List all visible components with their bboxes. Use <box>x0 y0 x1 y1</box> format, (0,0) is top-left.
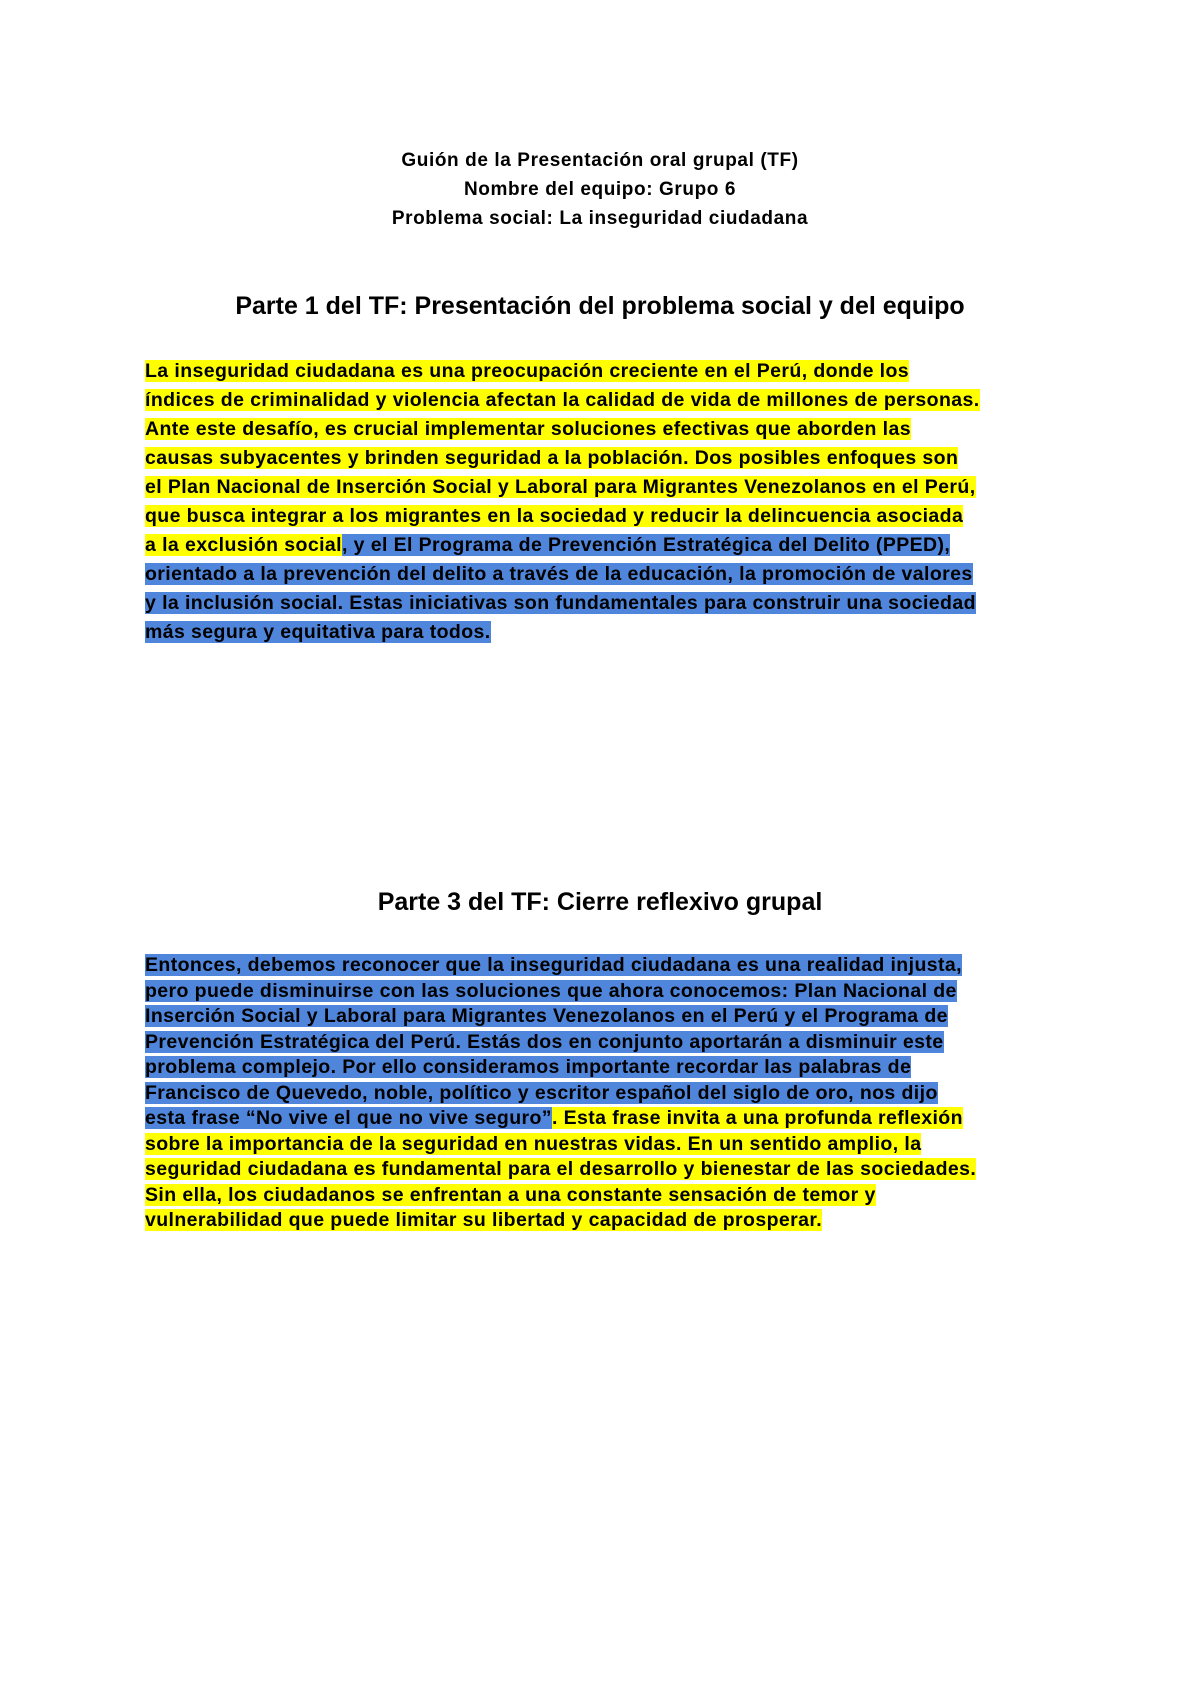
paragraph-line <box>145 386 1075 415</box>
paragraph-line <box>145 560 1075 589</box>
highlighted-text-yellow: . Esta frase invita a una profunda reflexión <box>551 1107 963 1129</box>
highlighted-text-blue: esta frase “No vive el que no vive seguro” <box>145 1107 552 1129</box>
highlighted-text-blue: pero puede disminuirse con las soluciones que ahora conocemos: Plan Nacional de <box>145 979 957 1002</box>
paragraph-line <box>145 953 1075 979</box>
highlighted-text-yellow: Sin ella, los ciudadanos se enfrentan a una constante sensación de temor y <box>145 1183 876 1206</box>
paragraph-line <box>145 1157 1075 1183</box>
highlighted-text-blue: más segura y equitativa para todos. <box>145 621 491 643</box>
part3-paragraph <box>145 953 1075 1234</box>
paragraph-line <box>145 589 1075 618</box>
paragraph-line <box>145 979 1075 1005</box>
paragraph-line <box>145 1055 1075 1081</box>
paragraph-line <box>145 444 1075 473</box>
paragraph-line <box>145 473 1075 502</box>
highlighted-text-blue: Prevención Estratégica del Perú. Estás dos en conjunto aportarán a disminuir este <box>145 1030 944 1053</box>
paragraph-line <box>145 1106 1075 1132</box>
highlighted-text-blue: problema complejo. Por ello consideramos importante recordar las palabras de <box>145 1056 912 1078</box>
highlighted-text-blue: , y el El Programa de Prevención Estratégica del Delito (PPED), <box>342 534 951 556</box>
header-social-problem: Problema social: La inseguridad ciudadana <box>391 208 809 229</box>
highlighted-text-blue: Francisco de Quevedo, noble, político y escritor español del siglo de oro, nos dijo <box>145 1081 938 1104</box>
paragraph-line <box>145 1208 1075 1234</box>
header-team-name: Nombre del equipo: Grupo 6 <box>463 179 737 200</box>
highlighted-text-yellow: La inseguridad ciudadana es una preocupación creciente en el Perú, donde los <box>145 360 910 382</box>
highlighted-text-yellow: a la exclusión social <box>145 534 342 556</box>
paragraph-line <box>145 1183 1075 1209</box>
paragraph-line <box>145 1081 1075 1107</box>
paragraph-line <box>145 415 1075 444</box>
paragraph-line <box>145 618 1075 647</box>
part1-title: Parte 1 del TF: Presentación del problema social y del equipo <box>235 292 965 320</box>
header-title: Guión de la Presentación oral grupal (TF) <box>401 150 799 171</box>
paragraph-line <box>145 1004 1075 1030</box>
highlighted-text-blue: y la inclusión social. Estas iniciativas son fundamentales para construir una sociedad <box>145 592 976 614</box>
highlighted-text-yellow: el Plan Nacional de Inserción Social y Laboral para Migrantes Venezolanos en el Perú, <box>145 476 976 498</box>
paragraph-line <box>145 357 1075 386</box>
part3-title: Parte 3 del TF: Cierre reflexivo grupal <box>377 888 823 916</box>
highlighted-text-blue: Entonces, debemos reconocer que la inseguridad ciudadana es una realidad injusta, <box>145 954 962 976</box>
paragraph-line <box>145 1132 1075 1158</box>
highlighted-text-yellow: causas subyacentes y brinden seguridad a la población. Dos posibles enfoques son <box>145 447 959 469</box>
highlighted-text-yellow: Ante este desafío, es crucial implementar soluciones efectivas que aborden las <box>145 418 911 440</box>
highlighted-text-yellow: sobre la importancia de la seguridad en nuestras vidas. En un sentido amplio, la <box>145 1132 922 1155</box>
highlighted-text-yellow: vulnerabilidad que puede limitar su libertad y capacidad de prosperar. <box>145 1209 823 1231</box>
highlighted-text-yellow: índices de criminalidad y violencia afectan la calidad de vida de millones de personas. <box>145 389 980 411</box>
paragraph-line <box>145 502 1075 531</box>
document-header <box>0 146 1200 233</box>
highlighted-text-blue: Inserción Social y Laboral para Migrantes Venezolanos en el Perú y el Programa de <box>145 1005 948 1027</box>
highlighted-text-blue: orientado a la prevención del delito a través de la educación, la promoción de valores <box>145 563 973 585</box>
highlighted-text-yellow: que busca integrar a los migrantes en la sociedad y reducir la delincuencia asociada <box>145 505 964 527</box>
paragraph-line <box>145 531 1075 560</box>
paragraph-line <box>145 1030 1075 1056</box>
highlighted-text-yellow: seguridad ciudadana es fundamental para el desarrollo y bienestar de las sociedades. <box>145 1158 977 1180</box>
part1-paragraph <box>145 357 1075 647</box>
